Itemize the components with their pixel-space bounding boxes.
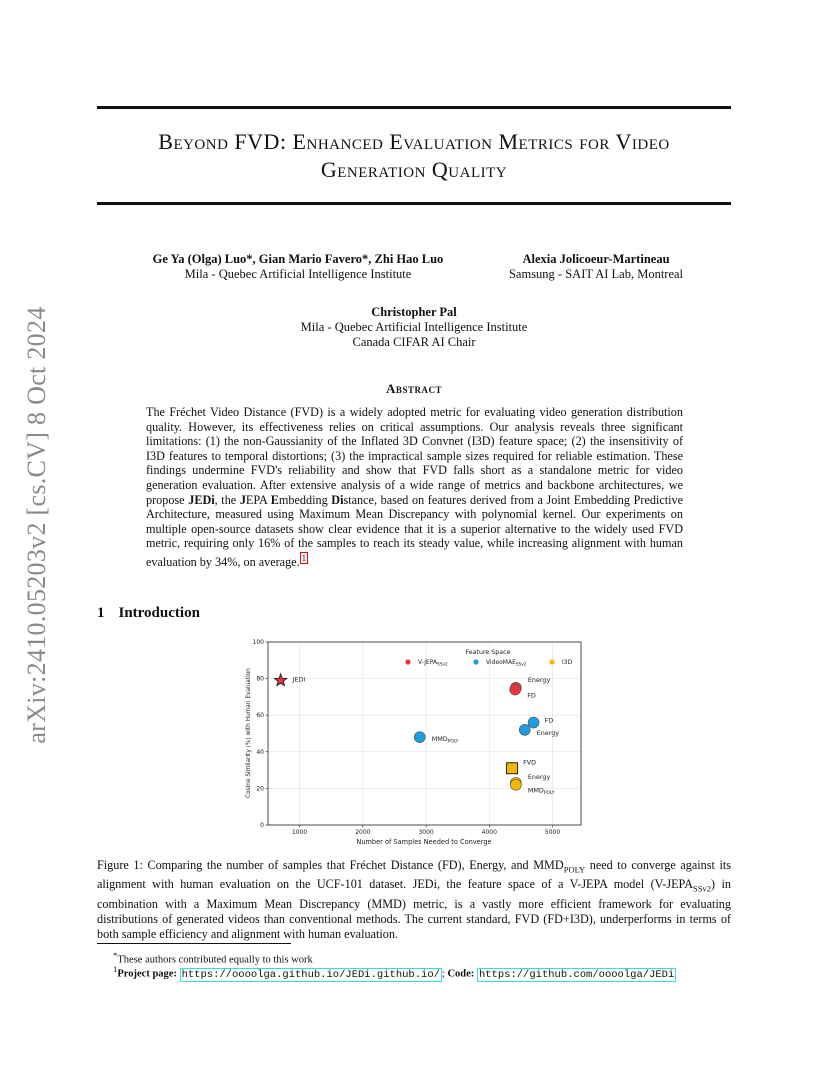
title-top-rule — [97, 106, 731, 109]
y-tick-label: 60 — [256, 712, 264, 720]
title-bottom-rule — [97, 202, 731, 205]
footnote-rule — [97, 943, 291, 944]
point-jedi-label: JEDi — [292, 675, 306, 684]
point-v-jepa-energy-label: Energy — [527, 675, 551, 684]
abstract-body: The Fréchet Video Distance (FVD) is a widely adopted metric for evaluating video generation distribution quality. However, its effectiveness relies on critical assumptions. Our analysis reveals three significant limitations: (1) the non-Gaussianity of the Inflated 3D Convnet (I3D) feature space; (2) the insensitivity of I3D features to temporal distortions; (3) the impractical sample sizes required for reliable estimation. These findings undermine FVD's reliability and show that FVD falls short as a standalone metric for video generation evaluation. After extensive analysis of a wide range of metrics and backbone architectures, we propose JEDi, the JEPA Embedding Distance, based on features derived from a Joint Embedding Predictive Architecture, measured using Maximum Mean Discrepancy with polynomial kernel. Our experiments on multiple open-source datasets show clear evidence that it is a superior alternative to the widely used FVD metric, requiring only 16% of the samples to reach its steady value, while increasing alignment with human evaluation by 34%, on average. $^1$ — [146, 405, 684, 569]
author-affiliation: Mila - Quebec Artificial Intelligence Institute — [184, 267, 412, 281]
arxiv-identifier-text: arXiv:2410.05203v2 [cs.CV] 8 Oct 2024 — [22, 306, 51, 744]
point-videomae-mmd-label: $MMD_{POLY}$ — [431, 735, 459, 745]
legend-marker-v-jepa — [405, 659, 410, 664]
chart-legend — [405, 649, 572, 667]
author-names: Alexia Jolicoeur-Martineau — [522, 252, 670, 266]
x-tick-label: 1000 — [291, 829, 308, 836]
point-v-jepa-fd-label: FD — [527, 691, 536, 700]
point-videomae-fd — [528, 717, 539, 728]
footnote-link[interactable]: 1 — [301, 552, 307, 563]
paper-title-line2: Generation Quality — [320, 157, 508, 182]
y-tick-label: 40 — [256, 748, 264, 756]
y-axis-label: Cosine Similarity (%) with Human Evaluation — [246, 668, 252, 798]
author-group-2 — [486, 252, 706, 282]
jedi-name: JEDi — [188, 492, 215, 507]
point-v-jepa-fd — [510, 684, 521, 695]
figure-caption: Figure 1: Comparing the number of samples that Fréchet Distance (FD), Energy, and $MMD_{POLY}$ need to converge against its alignment with human evaluation on the UCF-101 dataset. JEDi, the feature space of a V-JEPA model $(V-JEPA_{SSv2})$ in combination with a Maximum Mean Discrepancy (MMD) metric, is a vastly more efficient framework for evaluating distributions of generated videos than conventional methods. The current standard, FVD (FD+I3D), underperforms in terms of both sample efficiency and alignment with human evaluation. — [97, 858, 731, 941]
point-i3d-mmd — [510, 779, 521, 790]
legend-label-v-jepa: $V-JEPA_{SSv2}$ — [418, 659, 448, 667]
figure-1-chart — [238, 636, 590, 850]
author-names: Ge Ya (Olga) Luo*, Gian Mario Favero*, Zhi Hao Luo — [152, 252, 444, 266]
point-videomae-energy — [519, 724, 530, 735]
section-number: 1 — [97, 605, 105, 621]
point-i3d-energy-label: Energy — [527, 772, 551, 781]
point-videomae-fd-label: FD — [544, 716, 554, 725]
x-tick-label: 4000 — [481, 829, 497, 836]
point-fvd — [507, 763, 518, 774]
point-videomae-energy-label: Energy — [536, 728, 560, 737]
project-page-link[interactable]: https://oooolga.github.io/JEDi.github.io/ — [181, 968, 440, 981]
legend-title: Feature Space — [465, 649, 511, 656]
section-heading — [97, 605, 214, 622]
legend-marker-videomae — [473, 659, 478, 664]
chart-points — [274, 674, 539, 790]
chart-grid — [268, 642, 581, 825]
x-axis-label: Number of Samples Needed to Converge — [356, 838, 492, 846]
section-title: Introduction — [118, 605, 200, 621]
arxiv-identifier — [16, 295, 58, 755]
paper-title-line1: Beyond FVD: Enhanced Evaluation Metrics for Video — [158, 129, 670, 154]
author-group-1 — [128, 252, 468, 282]
point-videomae-mmd — [414, 732, 425, 743]
legend-label-i3d: I3D — [562, 659, 573, 667]
chart-frame — [268, 642, 581, 825]
y-tick-label: 20 — [256, 785, 264, 793]
point-i3d-mmd-label: $MMD_{POLY}$ — [527, 786, 555, 797]
x-tick-label: 5000 — [544, 829, 561, 836]
chart-ticks — [253, 639, 561, 836]
legend-label-videomae: VideoMAE$_{SSv2}$ — [486, 659, 527, 667]
author-affiliation: Canada CIFAR AI Chair — [352, 335, 476, 349]
author-names: Christopher Pal — [371, 305, 457, 319]
abstract-heading: Abstract — [386, 381, 442, 396]
x-tick-label: 3000 — [418, 829, 434, 836]
author-group-3 — [264, 305, 564, 350]
y-tick-label: 0 — [260, 822, 264, 829]
paper-title — [97, 128, 731, 184]
legend-marker-i3d — [549, 659, 554, 664]
footnote-links: $^1$Project page: https://oooolga.github.io/JEDi.github.io/ ; Code: https://github.com/oooolga/JEDi — [113, 964, 675, 981]
x-tick-label: 2000 — [355, 829, 371, 836]
author-affiliation: Mila - Quebec Artificial Intelligence Institute — [300, 320, 528, 334]
point-jedi — [274, 674, 286, 686]
author-affiliation: Samsung - SAIT AI Lab, Montreal — [508, 267, 684, 281]
y-tick-label: 80 — [256, 675, 264, 683]
y-tick-label: 100 — [252, 639, 264, 646]
footnote-equal-contribution: *These authors contributed equally to this work — [113, 950, 313, 966]
point-fvd-label: FVD — [523, 758, 537, 767]
code-link[interactable]: https://github.com/oooolga/JEDi — [478, 968, 675, 981]
